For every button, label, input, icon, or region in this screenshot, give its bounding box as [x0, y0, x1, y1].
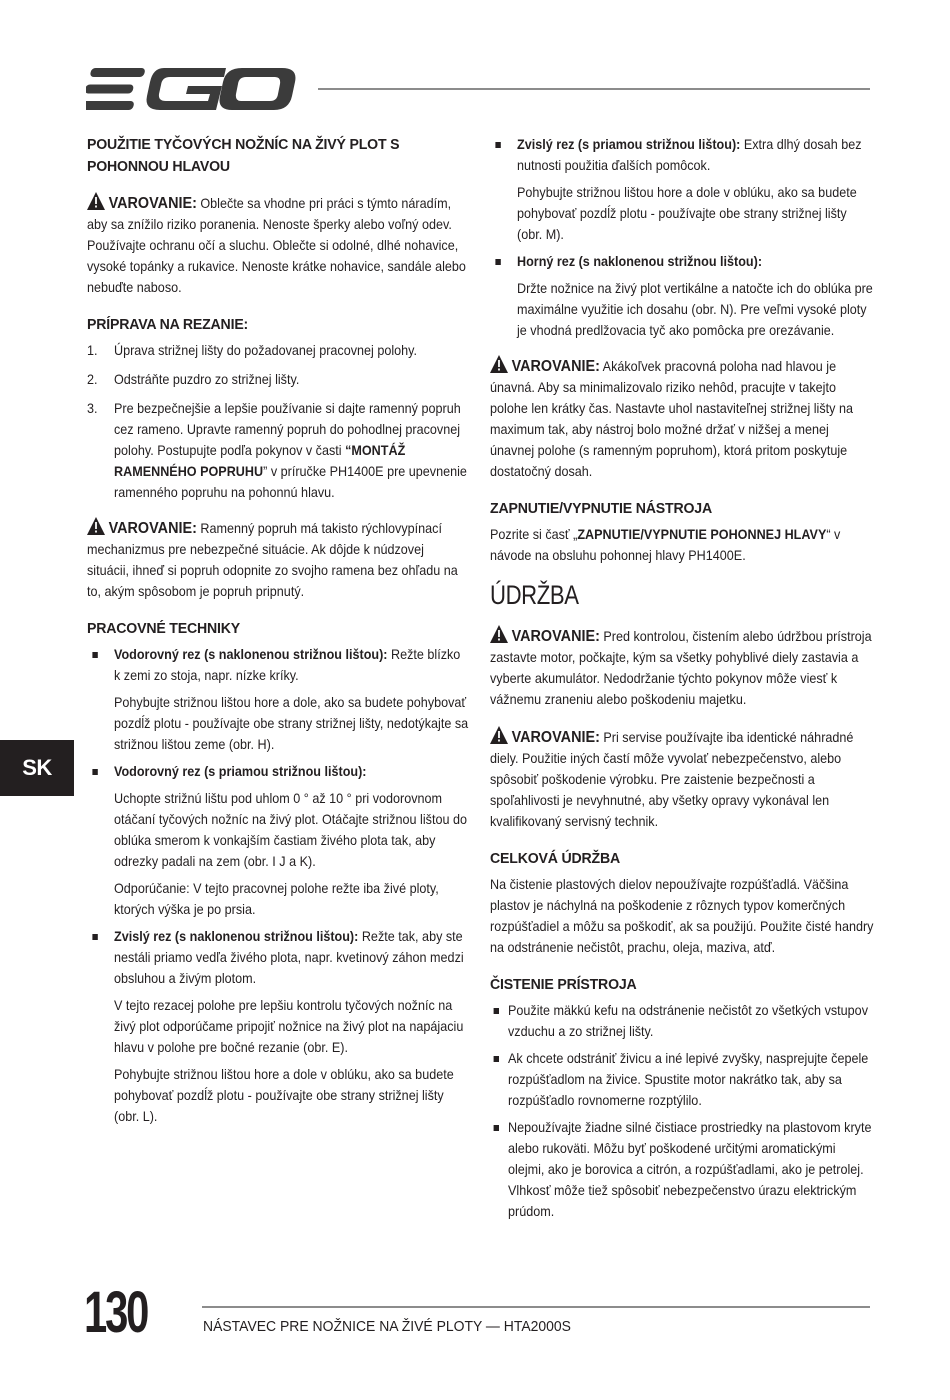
warning-maintenance [490, 625, 874, 710]
bullet-icon [494, 1056, 499, 1062]
general-text: Na čistenie plastových dielov nepoužívajte rozpúšťadlá. Väčšina plastov je náchylná na poškodenie z rôznych typov komerčných rozpúšťadiel a môžu sa poškodiť, ak sa použijú. Použite čisté handry na odstránenie nečistôt, prachu, oleja, maziva, atď. [490, 876, 874, 955]
section-title-onoff: ZAPNUTIE/VYPNUTIE NÁSTROJA [490, 500, 712, 517]
warning-label: VAROVANIE: [511, 358, 600, 375]
cleaning-item: Použite mäkkú kefu na odstránenie nečistôt zo všetkých vstupov vzduchu a zo strižnej lišty. [490, 1000, 874, 1042]
section-title-maintenance: ÚDRŽBA [490, 580, 579, 610]
ego-logo [86, 66, 298, 112]
technique-item: Zvislý rez (s naklonenou strižnou lištou): Režte tak, aby ste nestáli priamo vedľa živého plota, napr. kvetinový záhon medzi obsluhou a živým plotom. V tejto rezacej polohe pre lepšiu kontrolu tyčových nožníc na živý plot odporúčame pripojiť nožnice na živý plot na napájaciu hlavu v polohe pre bočné rezanie (obr. E). Pohybujte strižnou lištou hore a dole v oblúku, ako sa budete pohybovať pozdĺž plotu - používajte obe strany strižnej lišty (obr. L). [87, 926, 469, 1127]
warning-label: VAROVANIE: [108, 195, 197, 212]
left-column [87, 134, 469, 1133]
technique-item: Vodorovný rez (s naklonenou strižnou lištou): Režte blízko k zemi zo stoja, napr. nízke kríky. Pohybujte strižnou lištou hore a dole, ako sa budete pohybovať pozdĺž plotu - používajte obe strany strižnej lišty, nedotýkajte sa strižnou lištou zeme (obr. H). [87, 644, 469, 755]
header-rule [318, 88, 870, 90]
bullet-icon [92, 934, 97, 940]
bullet-icon [494, 1125, 499, 1131]
warning-icon [87, 517, 105, 535]
footer-rule [202, 1306, 870, 1308]
prep-steps [87, 340, 469, 503]
bullet-icon [494, 1008, 499, 1014]
warning-text: Oblečte sa vhodne pri práci s týmto náradím, aby sa znížilo riziko poranenia. Nenoste šperky alebo voľný odev. Používajte ochranu očí a sluchu. Oblečte si odolné, dlhé nohavice, vysoké topánky a rukavice. Nenoste krátke nohavice, sandále alebo nebuďte naboso. [87, 195, 466, 295]
warning-icon [490, 726, 508, 744]
technique-item: Vodorovný rez (s priamou strižnou lištou): Uchopte strižnú lištu pod uhlom 0 ° až 10 ° pri vodorovnom otáčaní tyčových nožníc na živý plot. Otáčajte strižnou lištou do oblúka smerom k vonkajším častiam živého plota tak, aby odrezky padali na zem (obr. I J a K). Odporúčanie: V tejto pracovnej polohe režte iba živé ploty, ktorých výška je po prsia. [87, 761, 469, 920]
cleaning-list [490, 1000, 874, 1222]
warning-label: VAROVANIE: [511, 628, 600, 645]
technique-item: Zvislý rez (s priamou strižnou lištou): Extra dlhý dosah bez nutnosti použitia ďalších pomôcok. Pohybujte strižnou lištou hore a dole v oblúku, ako sa budete pohybovať pozdĺž plotu - používajte obe strany strižnej lišty (obr. M). [490, 134, 874, 245]
bullet-icon [92, 652, 97, 658]
warning-label: VAROVANIE: [108, 520, 197, 537]
bullet-icon [495, 142, 500, 148]
warning-icon [490, 355, 508, 373]
section-title-cleaning: ČISTENIE PRÍSTROJA [490, 976, 637, 993]
technique-list [87, 644, 469, 1127]
onoff-text: Pozrite si časť „ZAPNUTIE/VYPNUTIE POHONNEJ HLAVY“ v návode na obsluhu pohonnej hlavy PH1400E. [490, 526, 841, 563]
warning-label: VAROVANIE: [511, 729, 600, 746]
step-item: 2. Odstráňte puzdro zo strižnej lišty. [87, 371, 300, 387]
warning-text: Akákoľvek pracovná poloha nad hlavou je únavná. Aby sa minimalizovalo riziko nehôd, pracujte v takejto polohe len krátky čas. Nastavte uhol nastaviteľnej strižnej lišty na maximum tak, aby nástroj bolo možné držať v nižšej a menej únavnej polohe (s ramenným popruhom), ktorá pritom poskytuje dostatočný dosah. [490, 358, 853, 479]
technique-item: Horný rez (s naklonenou strižnou lištou): Držte nožnice na živý plot vertikálne a natočte ich do oblúka pre maximálne využitie ich dosahu (obr. N). Pre veľmi vysoké ploty je vhodná predlžovacia tyč ako pomôcka pre orezávanie. [490, 251, 874, 341]
warning-clothing [87, 192, 469, 298]
warning-strap [87, 517, 469, 602]
bullet-icon [92, 769, 97, 775]
step-item: 1. Úprava strižnej lišty do požadovanej pracovnej polohy. [87, 342, 418, 358]
warning-parts [490, 726, 874, 832]
footer-title: NÁSTAVEC PRE NOŽNICE NA ŽIVÉ PLOTY — HTA2000S [203, 1318, 571, 1335]
bullet-icon [495, 259, 500, 265]
step-item: 3. Pre bezpečnejšie a lepšie používanie si dajte ramenný popruh cez rameno. Upravte ramenný popruh do pohodlnej pracovnej polohy. Postupujte podľa pokynov v časti “MONTÁŽ RAMENNÉHO POPRUHU” v príručke PH1400E pre upevnenie ramenného popruhu na pohonnú hlavu. [87, 400, 467, 500]
warning-overhead [490, 355, 874, 482]
warning-icon [490, 625, 508, 643]
warning-icon [87, 192, 105, 210]
section-title-usage: POUŽITIE TYČOVÝCH NOŽNÍC NA ŽIVÝ PLOT S POHONNOU HLAVOU [87, 136, 400, 175]
section-title-prep: PRÍPRAVA NA REZANIE: [87, 316, 249, 333]
section-title-general: CELKOVÁ ÚDRŽBA [490, 850, 621, 867]
cleaning-item: Nepoužívajte žiadne silné čistiace prostriedky na plastovom kryte alebo rukoväti. Môžu byť poškodené určitými aromatickými olejmi, ako je borovica a citrón, a rozpúšťadlami, ako je petrolej. Vlhkosť môže tiež spôsobiť nebezpečenstvo úrazu elektrickým prúdom. [490, 1117, 874, 1222]
section-title-techniques: PRACOVNÉ TECHNIKY [87, 620, 241, 637]
language-tab: SK [0, 740, 74, 796]
warning-text: Ramenný popruh má takisto rýchlovypínací mechanizmus pre nebezpečné situácie. Ak dôjde k núdzovej situácii, ihneď si popruh odopnite zo svojho ramena bez ohľadu na to, akým spôsobom je popruh pripnutý. [87, 520, 458, 599]
right-column [490, 134, 874, 1228]
warning-text: Pri servise používajte iba identické náhradné diely. Použitie iných častí môže vyvolať nebezpečenstvo, alebo spôsobiť poškodenie výrobku. Pre zaistenie bezpečnosti a spoľahlivosti je nevyhnutné, aby všetky opravy vykonával len kvalifikovaný servisný technik. [490, 729, 854, 829]
cleaning-item: Ak chcete odstrániť živicu a iné lepivé zvyšky, nasprejujte čepele rozpúšťadlom na živice. Spustite motor nakrátko tak, aby sa rozpúšťadlo rovnomerne rozptýlilo. [490, 1048, 874, 1111]
warning-text: Pred kontrolou, čistením alebo údržbou prístroja zastavte motor, počkajte, kým sa všetky pohyblivé diely zastavia a vyberte akumulátor. Nedodržanie týchto pokynov môže viesť k vážnemu zraneniu alebo poškodeniu majetku. [490, 628, 872, 707]
technique-list-continued [490, 134, 874, 341]
page-number: 130 [84, 1280, 148, 1345]
